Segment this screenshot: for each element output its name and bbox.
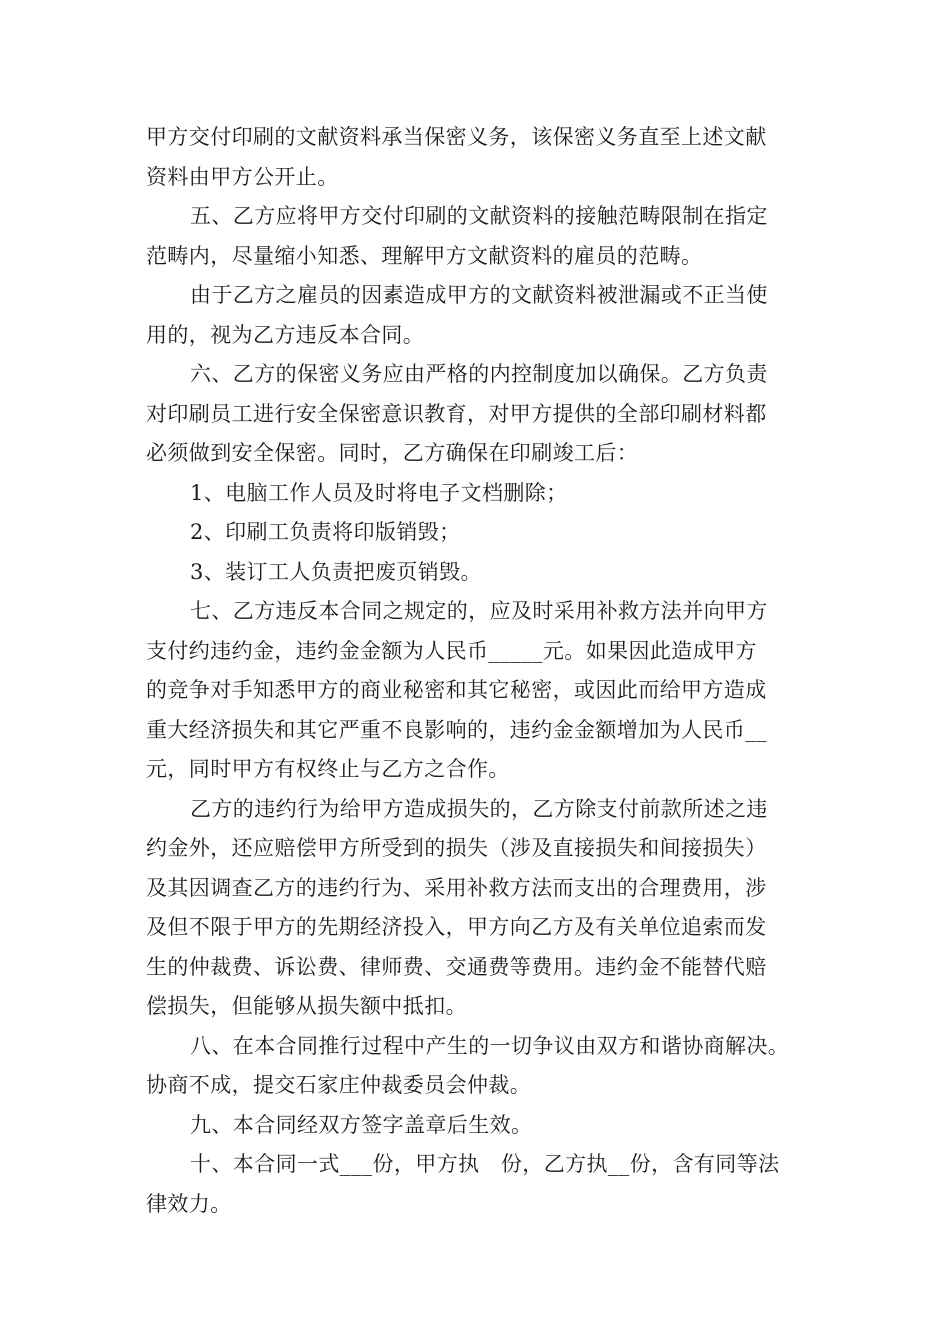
- text-line: 律效力。: [146, 1191, 232, 1216]
- text-line: 重大经济损失和其它严重不良影响的，违约金金额增加为人民币__: [146, 717, 767, 742]
- text-line: 八、在本合同推行过程中产生的一切争议由双方和谐协商解决。: [190, 1033, 790, 1058]
- contract-text-body: [146, 118, 846, 1224]
- text-line: 元，同时甲方有权终止与乙方之合作。: [146, 757, 510, 781]
- text-line: 九、本合同经双方签字盖章后生效。: [190, 1112, 533, 1137]
- text-line: 生的仲裁费、诉讼费、律师费、交通费等费用。违约金不能替代赔: [146, 954, 767, 979]
- text-line: 范畴内，尽量缩小知悉、理解甲方文献资料的雇员的范畴。: [146, 243, 703, 268]
- text-line: 十、本合同一式___份，甲方执 份，乙方执__份，含有同等法: [190, 1152, 780, 1176]
- text-line: 必须做到安全保密。同时，乙方确保在印刷竣工后：: [146, 441, 639, 465]
- text-line: 的竞争对手知悉甲方的商业秘密和其它秘密，或因此而给甲方造成: [146, 678, 767, 702]
- text-line: 五、乙方应将甲方交付印刷的文献资料的接触范畴限制在指定: [190, 204, 768, 228]
- text-line: 协商不成，提交石家庄仲裁委员会仲裁。: [146, 1073, 532, 1097]
- text-line: 支付约违约金，违约金金额为人民币_____元。如果因此造成甲方: [146, 638, 757, 663]
- text-line: 3、装订工人负责把废页销毁。: [190, 559, 482, 584]
- text-line: 偿损失，但能够从损失额中抵扣。: [146, 994, 467, 1018]
- text-line: 甲方交付印刷的文献资料承当保密义务，该保密义务直至上述文献: [146, 125, 767, 149]
- text-line: 1、电脑工作人员及时将电子文档删除；: [190, 480, 568, 505]
- text-line: 对印刷员工进行安全保密意识教育，对甲方提供的全部印刷材料都: [146, 401, 767, 426]
- text-line: 约金外，还应赔偿甲方所受到的损失（涉及直接损失和间接损失）: [146, 836, 767, 860]
- text-line: 七、乙方违反本合同之规定的，应及时采用补救方法并向甲方: [190, 599, 768, 623]
- text-line: 用的，视为乙方违反本合同。: [146, 322, 425, 347]
- text-line: 资料由甲方公开止。: [146, 164, 339, 189]
- text-line: 及其因调查乙方的违约行为、采用补救方法而支出的合理费用，涉: [146, 875, 767, 900]
- text-line: 2、印刷工负责将印版销毁；: [190, 520, 461, 544]
- text-line: 乙方的违约行为给甲方造成损失的，乙方除支付前款所述之违: [190, 796, 768, 821]
- text-line: 由于乙方之雇员的因素造成甲方的文献资料被泄漏或不正当使: [190, 283, 768, 307]
- text-line: 及但不限于甲方的先期经济投入，甲方向乙方及有关单位追索而发: [146, 915, 767, 939]
- text-line: 六、乙方的保密义务应由严格的内控制度加以确保。乙方负责: [190, 362, 768, 386]
